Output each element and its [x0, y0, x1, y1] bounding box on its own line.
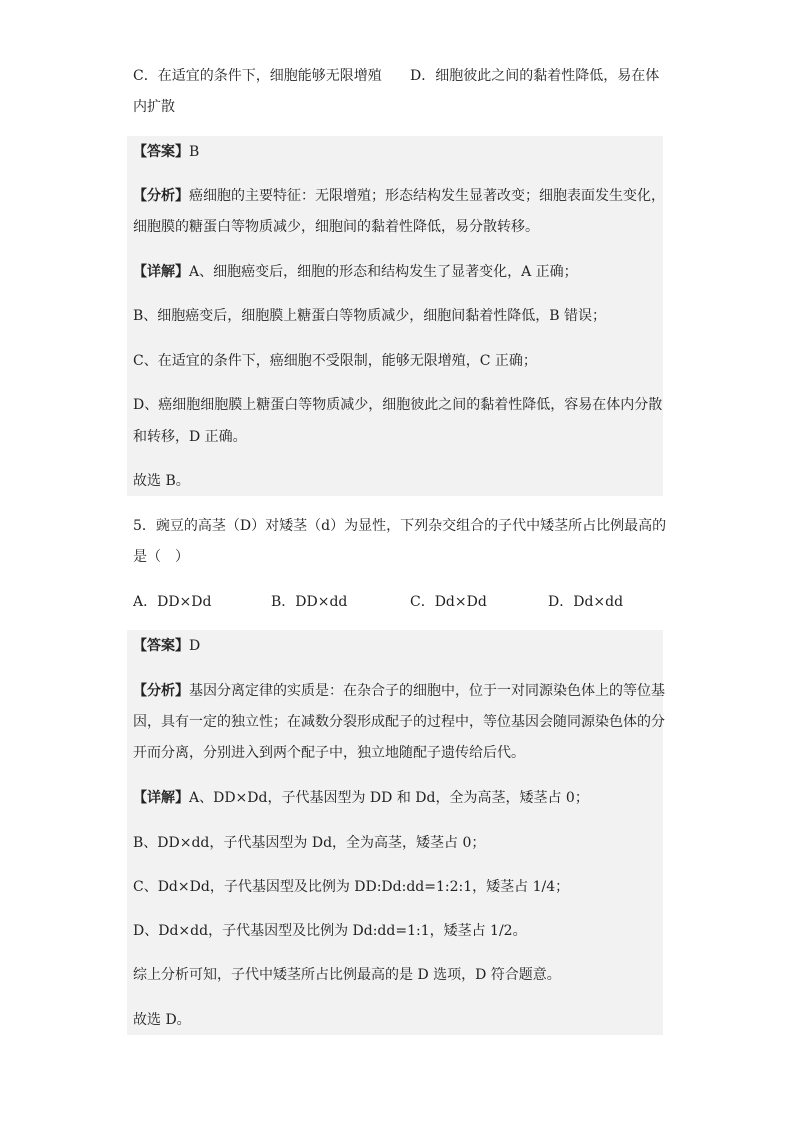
- q5-summary: 综上分析可知，子代中矮茎所占比例最高的是 D 选项，D 符合题意。: [133, 967, 561, 983]
- q5-analysis-cont2: 开而分离，分别进入到两个配子中，独立地随配子遗传给后代。: [133, 745, 525, 761]
- analysis-text: 基因分离定律的实质是：在杂合子的细胞中，位于一对同源染色体上的等位基: [189, 683, 665, 699]
- answer-label: 【答案】: [133, 638, 189, 654]
- q5-detail-c: C、Dd×Dd，子代基因型及比例为 DD:Dd:dd=1:2:1，矮茎占 1/4；: [133, 879, 570, 895]
- answer-label: 【答案】: [133, 144, 189, 160]
- q4-detail-d: D、癌细胞细胞膜上糖蛋白等物质减少，细胞彼此之间的黏着性降低，容易在体内分散: [133, 397, 663, 413]
- q4-answer: [133, 142, 199, 162]
- q5-option-a: A．DD×Dd: [133, 594, 212, 610]
- q4-analysis: [133, 186, 665, 206]
- analysis-text: 癌细胞的主要特征：无限增殖；形态结构发生显著改变；细胞表面发生变化，: [189, 188, 665, 204]
- q4-analysis-cont: 细胞膜的糖蛋白等物质减少，细胞间的黏着性降低，易分散转移。: [133, 219, 539, 235]
- q4-detail-d-cont: 和转移，D 正确。: [133, 429, 247, 445]
- q5-conclusion: 故选 D。: [133, 1012, 191, 1028]
- analysis-label: 【分析】: [133, 188, 189, 204]
- q5-option-b: B．DD×dd: [271, 594, 348, 610]
- q4-option-d-cont: 内扩散: [133, 99, 175, 115]
- analysis-label: 【分析】: [133, 683, 189, 699]
- q4-option-c: C．在适宜的条件下，细胞能够无限增殖: [133, 68, 382, 84]
- detail-label: 【详解】: [133, 790, 189, 806]
- q5-stem: 5．豌豆的高茎（D）对矮茎（d）为显性，下列杂交组合的子代中矮茎所占比例最高的: [133, 518, 667, 534]
- q5-stem-cont: 是（ ）: [133, 549, 189, 565]
- q4-conclusion: 故选 B。: [133, 473, 190, 489]
- q5-analysis-cont1: 因，具有一定的独立性；在减数分裂形成配子的过程中，等位基因会随同源染色体的分: [133, 714, 665, 730]
- q5-detail: [133, 788, 589, 808]
- q5-option-c: C．Dd×Dd: [410, 594, 487, 610]
- q5-detail-b: B、DD×dd，子代基因型为 Dd，全为高茎，矮茎占 0；: [133, 835, 486, 851]
- detail-text: A、DD×Dd，子代基因型为 DD 和 Dd，全为高茎，矮茎占 0；: [189, 790, 589, 806]
- q4-detail-c: C、在适宜的条件下，癌细胞不受限制，能够无限增殖，C 正确；: [133, 353, 537, 369]
- q5-option-d: D．Dd×dd: [548, 594, 624, 610]
- q4-detail-b: B、细胞癌变后，细胞膜上糖蛋白等物质减少，细胞间黏着性降低，B 错误；: [133, 308, 607, 324]
- q5-detail-d: D、Dd×dd，子代基因型及比例为 Dd:dd=1:1，矮茎占 1/2。: [133, 923, 527, 939]
- q5-analysis: [133, 681, 665, 701]
- q5-answer: [133, 636, 200, 656]
- q4-option-d: D．细胞彼此之间的黏着性降低，易在体: [410, 68, 660, 84]
- q4-detail: [133, 262, 578, 282]
- detail-label: 【详解】: [133, 264, 189, 280]
- answer-value: B: [189, 144, 200, 160]
- answer-value: D: [189, 638, 201, 654]
- detail-text: A、细胞癌变后，细胞的形态和结构发生了显著变化，A 正确；: [189, 264, 578, 280]
